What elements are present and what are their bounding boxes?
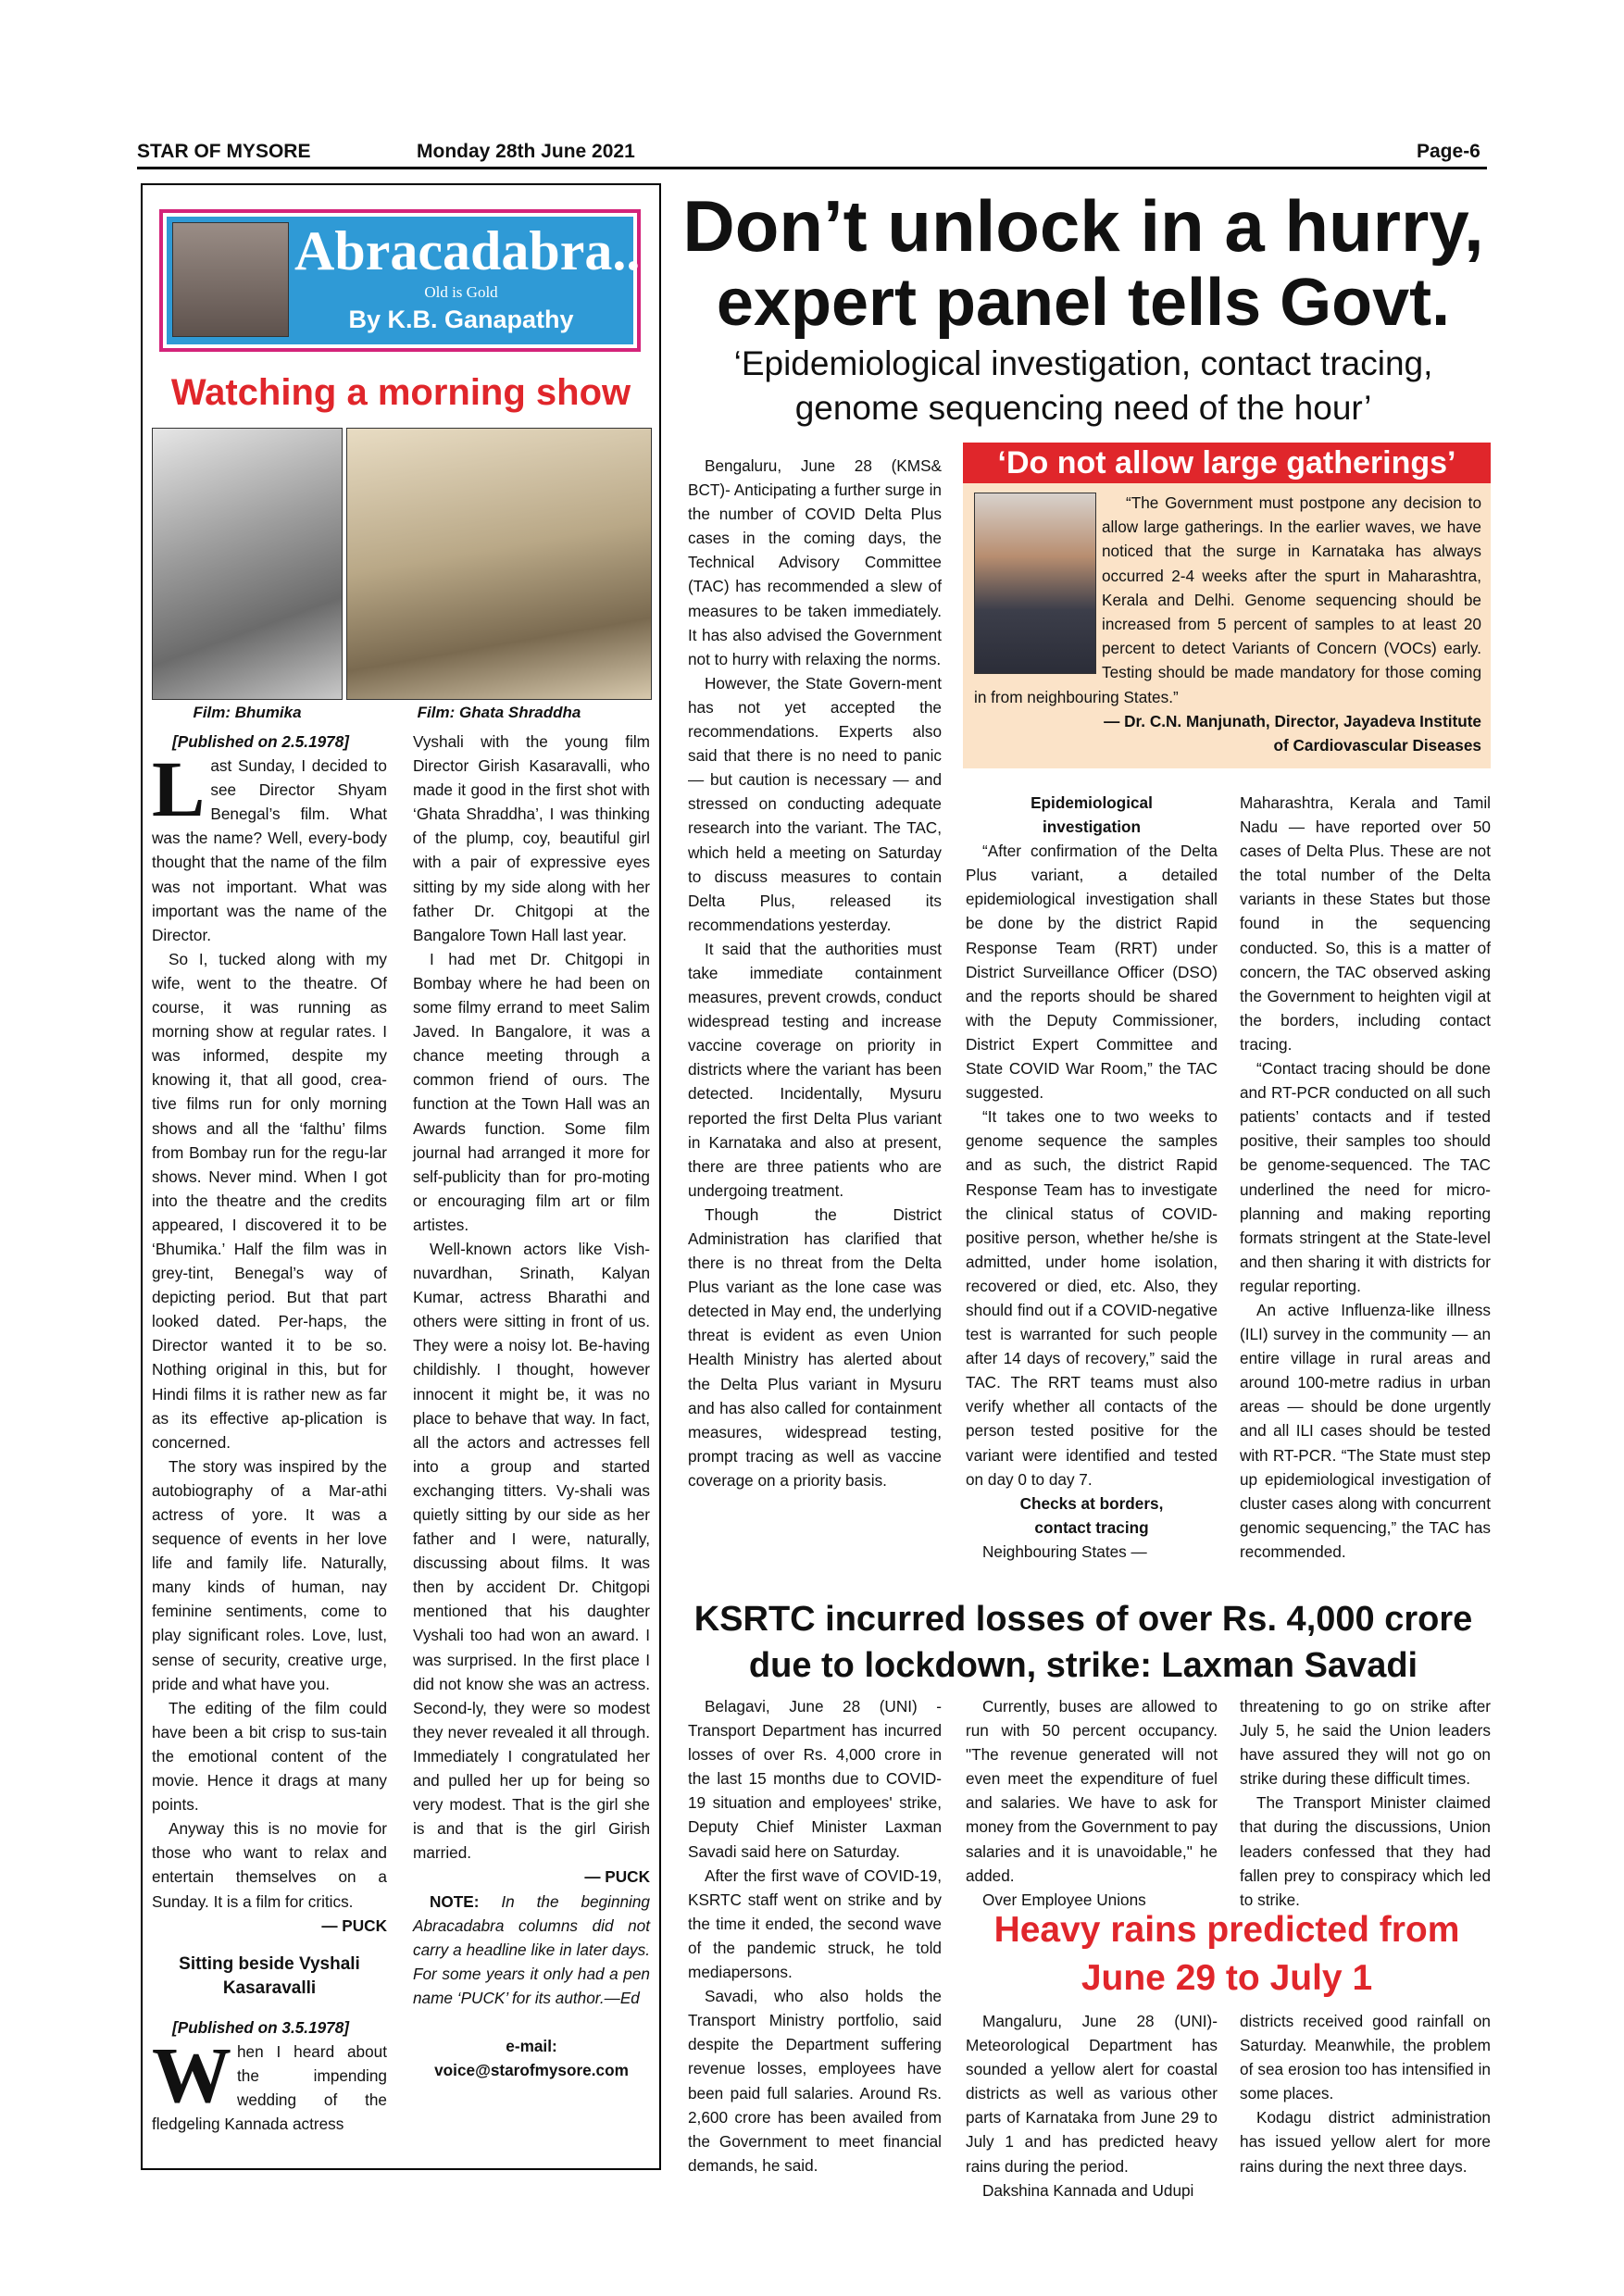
paragraph: “It takes one to two weeks to genome sequence the samples and as such, the district Rapid Response Team has to investigate the clinical status of COVID-positive person, whether he/she is admitted, under home isolation, recovered or died, etc. Also, they should find out if a COVID-negative test is warranted for such people after 14 days of recovery,” said the TAC. The RRT teams must also verify whether all contacts of the person tested positive for the variant were identified and tested on day 0 to day 7.	[966, 1107, 1218, 1489]
subhead-checks-at-borders: Checks at borders, contact tracing	[1019, 1493, 1164, 1537]
banner-tagline: Old is Gold	[424, 283, 498, 301]
main-col1	[688, 454, 942, 1492]
paragraph: It said that the authorities must take immediate containment measures, prevent crowds, conduct widespread testing and increase vaccine coverage on priority in districts where the variant has been detected. Incidentally, Mysuru reported the first Delta Plus variant in Karnataka and also at present, there are three patients who are undergoing treatment.	[688, 939, 942, 1200]
signature: — PUCK	[321, 1915, 387, 1935]
page-number: Page-6	[1417, 141, 1480, 162]
banner-byline: By K.B. Ganapathy	[348, 306, 574, 333]
signature: — PUCK	[584, 1867, 650, 1887]
rain-col1	[966, 2009, 1218, 2202]
sidebar-quote-text: “The Government must postpone any decision to allow large gatherings. In the earlier waves, we have noticed that the surge in Karnataka has always occurred 2-4 weeks after the spurt in Maharashtra, Kerala and Delhi. Genome sequencing should be increased from 5 percent of samples to at least 20 percent to detect Variants of Concern (VOCs) early. Testing should be made mandatory for those coming in from neighbouring States.”	[974, 493, 1481, 706]
paragraph: After the first wave of COVID-19, KSRTC staff went on strike and by the time it ended, the second wave of the pandemic struck, he told mediapersons.	[688, 1866, 942, 1982]
rain-headline-line1: Heavy rains predicted from	[993, 1910, 1460, 1950]
sidebar-quote	[974, 491, 1481, 757]
abracadabra-col1	[152, 730, 387, 2136]
paragraph: districts received good rainfall on Saturday. Meanwhile, the problem of sea erosion too has intensified in some places.	[1240, 2012, 1491, 2103]
abracadabra-col2	[413, 730, 650, 2082]
paragraph: Dakshina Kannada and Udupi	[982, 2180, 1194, 2200]
paragraph: Kodagu district administration has issued yellow alert for more rains during the next three days.	[1240, 2108, 1491, 2176]
email-label: e-mail:	[506, 2036, 557, 2055]
ksrtc-col1	[688, 1694, 942, 2177]
editor-note: NOTE: In the beginning Abracadabra columns did not carry a headline like in later days. For some years it only had a pen name ‘PUCK’ for its author.—Ed	[413, 1891, 650, 2007]
main-headline-line1: Don’t unlock in a hurry,	[682, 185, 1484, 267]
paragraph: Mangaluru, June 28 (UNI)- Meteorological Department has sounded a yellow alert for coastal districts as well as various other parts of Karnataka from June 29 to July 1 and has predicted heavy rains during the period.	[966, 2012, 1218, 2176]
paragraph: The Transport Minister claimed that during the discussions, Union leaders confessed that they had fallen prey to conspiracy which led to strike.	[1240, 1793, 1491, 1909]
subhead-vyshali: Sitting beside Vyshali Kasaravalli	[179, 1953, 360, 1998]
paragraph: When I heard about the impending wedding of the fledgeling Kannada actress	[152, 2029, 387, 2134]
main-deck-line2: genome sequencing need of the hour’	[794, 389, 1372, 427]
paragraph: The story was inspired by the autobiography of a Mar-athi actress of yore. It was a sequence of events in her love life and family life. Naturally, many kinds of human, nay feminine sentiments, come to play significant roles. Love, lust, sense of security, creative urge, pride and what have you.	[152, 1456, 387, 1693]
paragraph: “Contact tracing should be done and RT-PCR conducted on all such patients’ contacts and if tested positive, their samples too should be genome-sequenced. The TAC underlined the need for micro-planning and making reporting formats stringent at the State-level and then sharing it with districts for regular reporting.	[1240, 1059, 1491, 1295]
column-headline: Watching a morning show	[170, 372, 631, 413]
paragraph: I had met Dr. Chitgopi in Bombay where he had been on some filmy errand to meet Salim Javed. In Bangalore, it was a chance meeting through a common friend of ours. The function at the Town Hall was an Awards function. Some film journal had arranged it more for self-publicity than for pro-moting or encouraging film art or film artistes.	[413, 949, 650, 1234]
ksrtc-col3	[1240, 1694, 1491, 1912]
paragraph: threatening to go on strike after July 5, he said the Union leaders have assured they will not go on strike during these difficult times.	[1240, 1697, 1491, 1789]
rain-headline-line2: June 29 to July 1	[1081, 1958, 1373, 1998]
sidebar-attribution: — Dr. C.N. Manjunath, Director, Jayadeva Institute of Cardiovascular Diseases	[1104, 711, 1481, 755]
paragraph: Over Employee Unions	[982, 1890, 1146, 1909]
email-address[interactable]: voice@starofmysore.com	[434, 2061, 629, 2080]
paragraph: Savadi, who also holds the Transport Ministry portfolio, said despite the Department suffering revenue losses, employees have been paid full salaries. Around Rs. 2,600 crore has been availed from the Government to meet financial demands, he said.	[688, 1987, 942, 2175]
paragraph: Last Sunday, I decided to see Director Shyam Benegal’s film. What was the name? Well, every-body thought that the name of the film was not important. What was important was the name of the Director.	[152, 744, 387, 944]
paragraph: Maharashtra, Kerala and Tamil Nadu — have reported over 50 cases of Delta Plus. These are not the total number of the Delta variants in these States but those found in the sequencing conducted. So, this is a matter of concern, the TAC observed asking the Government to heighten vigil at the borders, including contact tracing.	[1240, 793, 1491, 1054]
main-deck-line1: ‘Epidemiological investigation, contact tracing,	[733, 344, 1433, 382]
paragraph: Bengaluru, June 28 (KMS& BCT)- Anticipating a further surge in the number of COVID Delta Plus cases in the coming days, the Technical Advisory Committee (TAC) has recommended a slew of measures to be taken immediately. It has also advised the Government not to hurry with relaxing the norms.	[688, 456, 942, 668]
ksrtc-headline-line1: KSRTC incurred losses of over Rs. 4,000 crore	[693, 1600, 1473, 1639]
paragraph: Though the District Administration has clarified that there is no threat from the Delta Plus variant as the lone case was detected in May end, the underlying threat is evident as even Union Health Ministry has alerted about the Delta Plus variant in Mysuru and has also called for containment measures, widespread testing, prompt tracing as well as vaccine coverage on a priority basis.	[688, 1204, 942, 1490]
banner-title: Abracadabra...	[294, 220, 655, 281]
ksrtc-col2	[966, 1694, 1218, 1912]
paragraph: However, the State Govern-ment has not yet accepted the recommendations. Experts also said that there is no need to panic — but caution is necessary — and stressed on conducting adequate research into the variant. The TAC, which held a meeting on Saturday to discuss measures to contain Delta Plus, released its recommendations yesterday.	[688, 673, 942, 934]
ghata-shraddha-film-photo	[346, 428, 652, 700]
issue-date: Monday 28th June 2021	[417, 141, 635, 162]
paragraph: “After confirmation of the Delta Plus variant, a detailed epidemiological investigation shall be done by the district Rapid Response Team (RRT) under District Surveillance Officer (DSO) and the reports should be shared with the Deputy Commissioner, District Expert Committee and State COVID War Room,” the TAC suggested.	[966, 842, 1218, 1103]
ksrtc-headline-line2: due to lockdown, strike: Laxman Savadi	[748, 1646, 1418, 1685]
paragraph: An active Influenza-like illness (ILI) survey in the community — an entire village in rural areas and around 100-metre radius in urban areas — should be done urgently and all ILI cases should be tested with RT-PCR. “The State must step up epidemiological investigation of cluster cases along with concurrent genomic sequencing,” the TAC has recommended.	[1240, 1300, 1491, 1561]
header-rule	[137, 167, 1487, 169]
paragraph: Vyshali with the young film Director Girish Kasaravalli, who made it good in the first shot with ‘Ghata Shraddha’, I was thinking of the plump, coy, beautiful girl with a pair of expressive eyes sitting by my side along with her father Dr. Chitgopi at the Bangalore Town Hall last year.	[413, 732, 650, 944]
bhumika-film-photo	[152, 428, 343, 700]
author-photo	[172, 222, 289, 337]
rain-col2	[1240, 2009, 1491, 2178]
caption-ghata-shraddha: Film: Ghata Shraddha	[417, 704, 581, 721]
drop-cap-l: L	[152, 744, 206, 834]
photo-float-spacer	[974, 491, 1102, 674]
paragraph: Currently, buses are allowed to run with 50 percent occupancy. "The revenue generated will not even meet the expenditure of fuel and salaries. We have to ask for money from the Government to pay salaries and it is unavoidable," he added.	[966, 1697, 1218, 1885]
main-col3	[1240, 791, 1491, 1564]
paragraph: Anyway this is no movie for those who want to relax and entertain themselves on a Sunday. It is a film for critics.	[152, 1819, 387, 1911]
main-col2	[966, 791, 1218, 1564]
paragraph: Belagavi, June 28 (UNI) - Transport Department has incurred losses of over Rs. 4,000 crore in the last 15 months due to COVID-19 situation and employees' strike, Deputy Chief Minister Laxman Savadi said here on Saturday.	[688, 1697, 942, 1861]
subhead-epidemiological: Epidemiological investigation	[1031, 793, 1153, 837]
main-headline-line2: expert panel tells Govt.	[716, 266, 1451, 340]
abracadabra-banner	[159, 209, 655, 352]
sidebar-title: ‘Do not allow large gatherings’	[963, 443, 1491, 483]
paper-name: STAR OF MYSORE	[137, 141, 311, 162]
drop-cap-w: W	[152, 2029, 231, 2119]
caption-bhumika: Film: Bhumika	[193, 704, 302, 721]
published-date-1: [Published on 2.5.1978]	[172, 732, 350, 751]
paragraph: Neighbouring States —	[982, 1541, 1147, 1561]
paragraph: So I, tucked along with my wife, went to the theatre. Of course, it was running as morning show at regular rates. I was informed, despite my knowing it, that all good, crea-tive films run for only morning shows and all the ‘falthu’ films from Bombay run for the regu-lar shows. Never mind. When I got into the theatre and the credits appeared, I discovered it to be ‘Bhumika.’ Half the film was in grey-tint, Benegal’s way of depicting period. But that part looked dated. Per-haps, the Director wanted it to be so. Nothing original in this, but for Hindi films it is rather new as far as its effective ap-plication is concerned.	[152, 949, 387, 1452]
paragraph: Well-known actors like Vish-nuvardhan, Srinath, Kalyan Kumar, actress Bharathi and others were sitting in front of us. They were a noisy lot. Be-having childishly. I thought, however innocent it might be, it was no place to behave that way. In fact, all the actors and actresses fell into a group and started exchanging titters. Vy-shali was quietly sitting by our side as her father and I were, naturally, discussing about films. It was then by accident Dr. Chitgopi mentioned that his daughter Vyshali too had won an award. I was surprised. In the first place I did not know she was an actress. Second-ly, they were so modest they never revealed it all through. Immediately I congratulated her and pulled her up for being so very modest. That is the girl she is and that is the girl Girish married.	[413, 1239, 650, 1863]
paragraph: The editing of the film could have been a bit crisp to sus-tain the emotional content of the movie. Hence it drags at many points.	[152, 1698, 387, 1815]
published-date-2: [Published on 3.5.1978]	[172, 2017, 350, 2037]
